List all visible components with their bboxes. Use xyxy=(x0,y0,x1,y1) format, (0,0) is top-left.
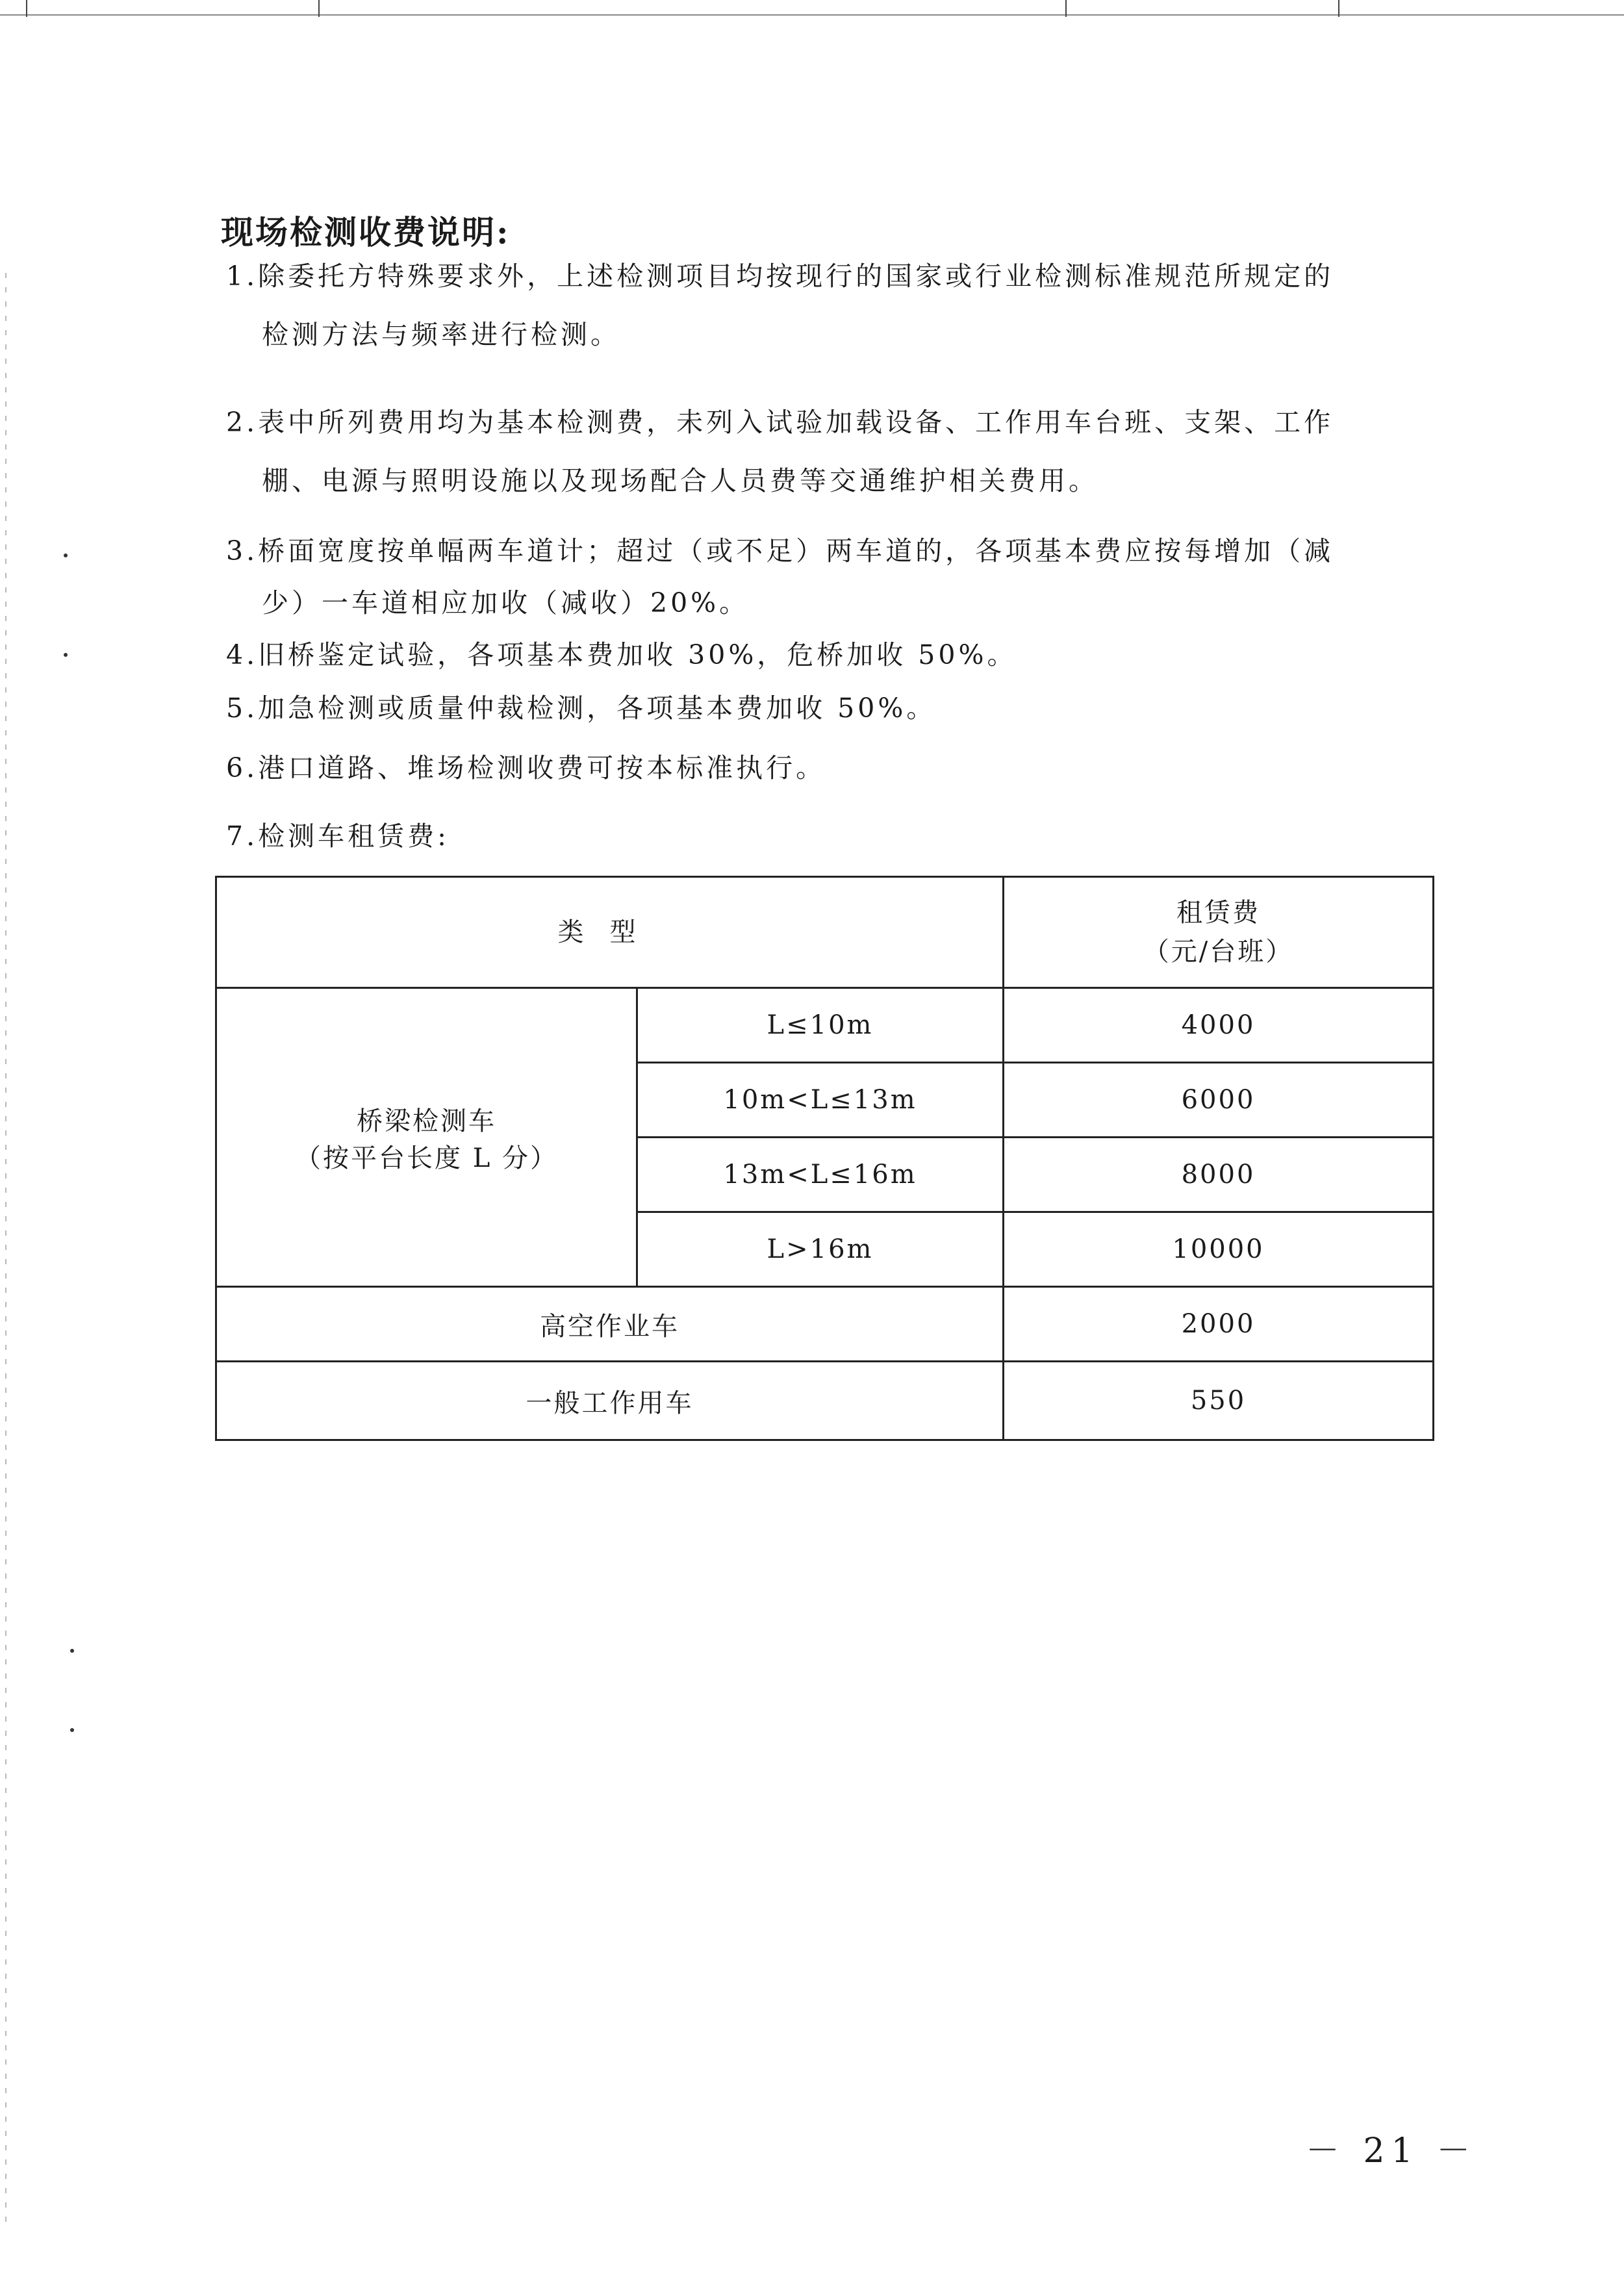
note-5: 5.加急检测或质量仲裁检测，各项基本费加收 50%。 xyxy=(226,693,937,724)
header-fee xyxy=(1004,877,1434,988)
fee-cell: 6000 xyxy=(1004,1063,1434,1138)
scan-speck xyxy=(70,1728,74,1732)
vehicle-type-cell: 一般工作用车 xyxy=(216,1362,1004,1440)
note-1 xyxy=(226,247,1428,364)
length-range-cell: 13m<L≤16m xyxy=(637,1138,1004,1212)
page-number: － 21 － xyxy=(1306,2132,1477,2171)
note-7: 7.检测车租赁费: xyxy=(226,821,450,852)
header-fee-line-1: 租赁费 xyxy=(1176,898,1260,928)
table-row xyxy=(216,988,1434,1063)
bridge-vehicle-cell xyxy=(216,988,637,1287)
scan-speck xyxy=(64,653,68,657)
top-border-tick xyxy=(1338,0,1339,17)
scan-speck xyxy=(64,554,68,557)
note-3 xyxy=(226,525,1428,629)
table-row xyxy=(216,1362,1434,1440)
table-header-row xyxy=(216,877,1434,988)
header-type: 类型 xyxy=(216,877,1004,988)
binding-edge-marks xyxy=(5,273,6,2222)
vehicle-type-cell: 高空作业车 xyxy=(216,1287,1004,1362)
header-fee-line-2: （元/台班） xyxy=(1143,937,1294,967)
top-border-tick xyxy=(318,0,320,17)
fee-cell: 4000 xyxy=(1004,988,1434,1063)
note-6: 6.港口道路、堆场检测收费可按本标准执行。 xyxy=(226,752,826,783)
length-range-cell: 10m<L≤13m xyxy=(637,1063,1004,1138)
fee-cell: 10000 xyxy=(1004,1212,1434,1287)
note-1-line-2: 检测方法与频率进行检测。 xyxy=(262,319,620,350)
note-2-line-2: 棚、电源与照明设施以及现场配合人员费等交通维护相关费用。 xyxy=(262,465,1098,496)
length-range-cell: L≤10m xyxy=(637,988,1004,1063)
fee-cell: 2000 xyxy=(1004,1287,1434,1362)
fee-cell: 8000 xyxy=(1004,1138,1434,1212)
table-row xyxy=(216,1287,1434,1362)
section-heading: 现场检测收费说明: xyxy=(221,213,511,251)
top-border-line xyxy=(0,14,1624,16)
note-2-line-1: 2.表中所列费用均为基本检测费，未列入试验加载设备、工作用车台班、支架、工作 xyxy=(226,407,1334,438)
rental-fee-table xyxy=(215,876,1434,1441)
note-3-line-1: 3.桥面宽度按单幅两车道计；超过（或不足）两车道的，各项基本费应按每增加（减 xyxy=(226,535,1334,567)
scan-speck xyxy=(70,1649,74,1653)
note-1-line-1: 1.除委托方特殊要求外，上述检测项目均按现行的国家或行业检测标准规范所规定的 xyxy=(226,261,1334,292)
note-2 xyxy=(226,393,1428,510)
bridge-vehicle-line-1: 桥梁检测车 xyxy=(357,1106,496,1136)
bridge-vehicle-line-2: （按平台长度 L 分） xyxy=(295,1143,558,1173)
fee-cell: 550 xyxy=(1004,1362,1434,1440)
note-3-line-2: 少）一车道相应加收（减收）20%。 xyxy=(262,587,750,618)
top-border-tick xyxy=(1065,0,1067,17)
note-4: 4.旧桥鉴定试验，各项基本费加收 30%，危桥加收 50%。 xyxy=(226,639,1017,670)
top-border-tick xyxy=(26,0,27,17)
length-range-cell: L>16m xyxy=(637,1212,1004,1287)
